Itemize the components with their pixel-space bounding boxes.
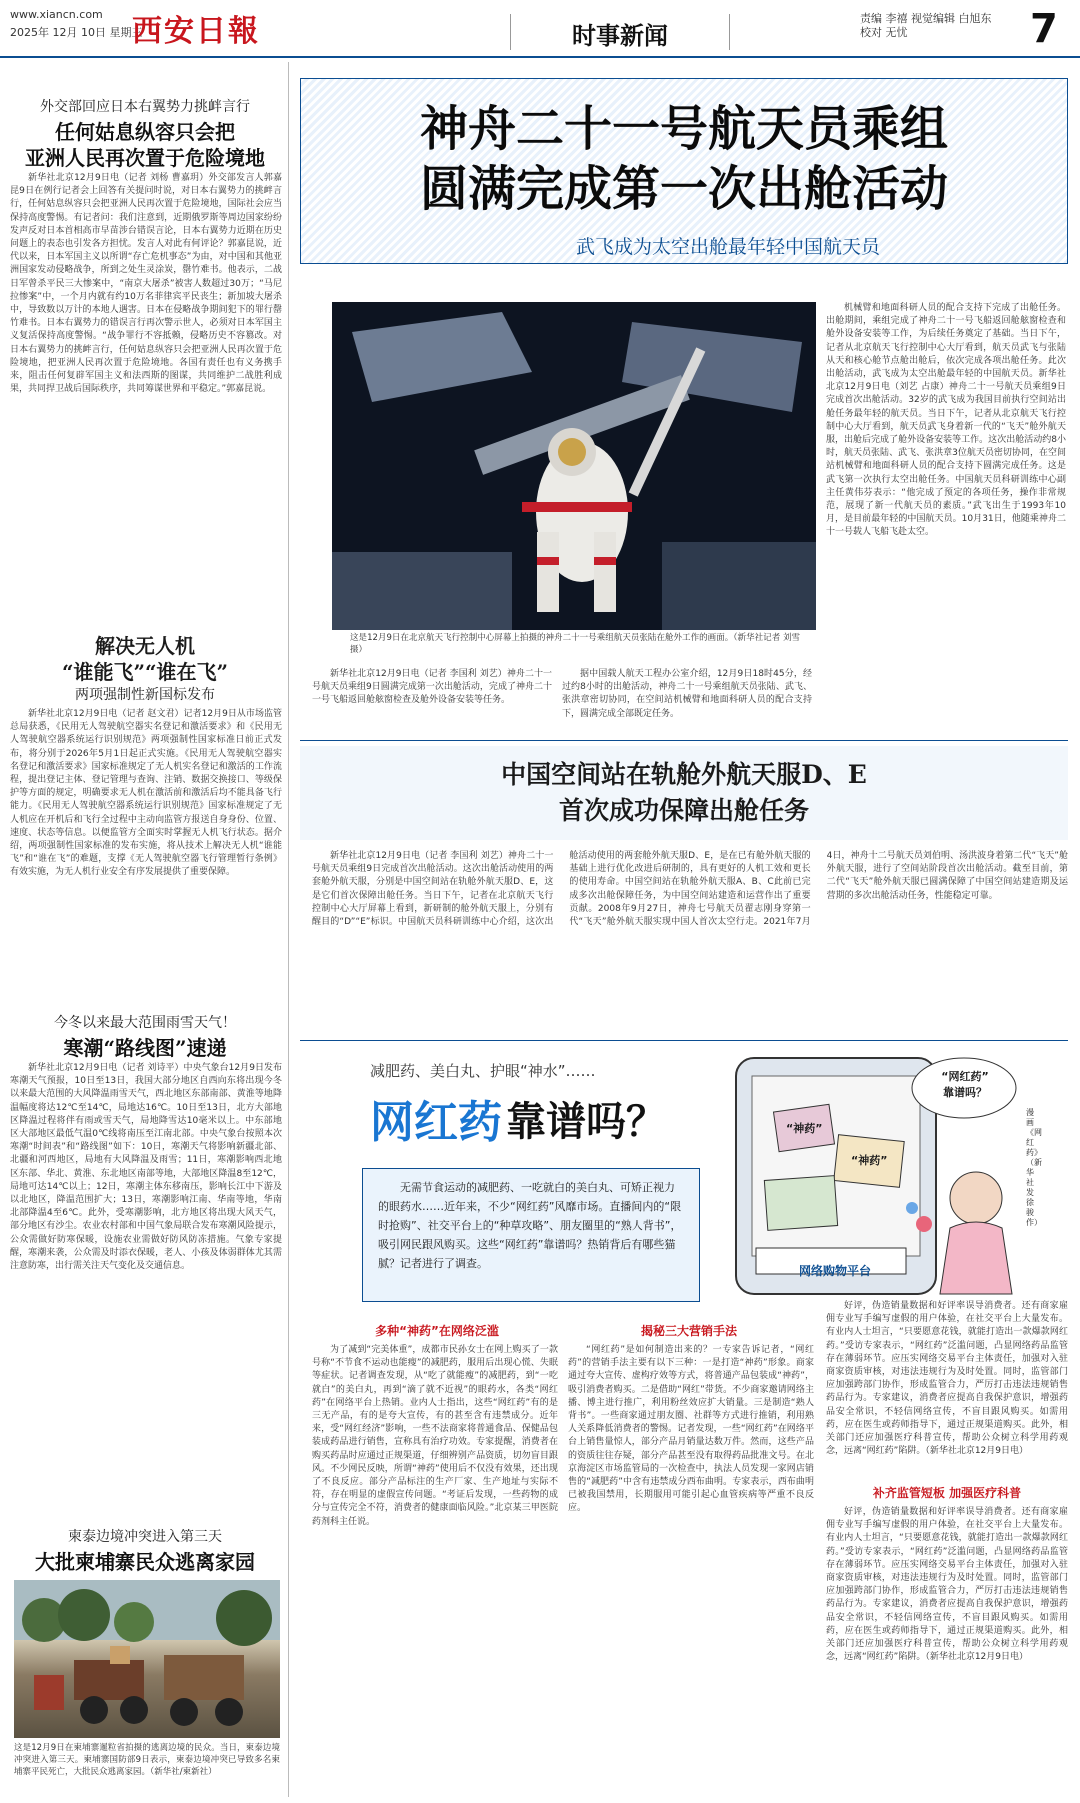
- refugee-caption: 这是12月9日在柬埔寨暹粒省拍摄的逃离边境的民众。当日，柬泰边境冲突进入第三天。柬埔寨国防部9日表示，柬泰边境冲突已导致多名柬埔寨平民死亡，大批民众逃离家园。（新华社/柬新社）: [14, 1743, 280, 1777]
- refugee-photo-art: [14, 1580, 280, 1738]
- page-header: [0, 0, 1080, 58]
- divider: [300, 740, 1068, 741]
- drug-heading-2: 揭秘三大营销手法: [640, 1324, 737, 1338]
- drug-title-2: 靠谱吗？: [506, 1098, 666, 1145]
- lead-body-2: 据中国载人航天工程办公室介绍，12月9日18时45分，经过约8小时的出舱活动，神舟二十一号乘组航天员张陆、武飞、张洪章密切协同，在空间站机械臂和地面科研人员的配合支持下，圆满完成全部既定任务。: [562, 669, 812, 719]
- lead-body-1: 新华社北京12月9日电（记者 李国利 刘艺）神舟二十一号航天员乘组9日圆满完成第一次出舱活动，完成了神舟二十一号飞船返回舱舷窗检查及舱外设备安装等任务。: [312, 669, 552, 706]
- page-number: 7: [1030, 6, 1058, 52]
- drug-box-label-2: “神药”: [851, 1154, 888, 1167]
- spacesuit-body: 新华社北京12月9日电（记者 李国利 刘艺）神舟二十一号航天员乘组9日完成首次出舱活动。这次出舱活动使用的两套舱外航天服，分别是中国空间站在轨舱外航天服D、E，这是它们首次保障出舱任务。当日下午，记者在北京航天飞行控制中心大厅屏幕上看到，新研制的舱外航天服上，分别有醒目的“D”“E”标识。中国航天员科研训练中心介绍，这次出舱活动使用的两套舱外航天服D、E，是在已有舱外航天服的基础上进行优化改进后研制的，具有更好的人机工效和更长的使用寿命。中国空间站在轨舱外航天服A、B、C此前已完成多次出舱保障任务，为中国空间站建造和运营作出了重要贡献。2008年9月27日，神舟七号航天员翟志刚身穿第一代“飞天”舱外航天服实现中国人首次太空行走。2021年7月4日，神舟十二号航天员刘伯明、汤洪波身着第二代“飞天”舱外航天服，进行了空间站阶段首次出舱活动。截至目前，第二代“飞天”舱外航天服已圆满保障了中国空间站建造期及运营期的多次出舱活动任务，性能稳定可靠。: [312, 851, 1068, 928]
- left4-kicker: 柬泰边境冲突进入第三天: [68, 1529, 222, 1545]
- proof-line: 校对 无忧: [860, 26, 908, 39]
- drug-heading-1: 多种“神药”在网络泛滥: [375, 1324, 499, 1338]
- spacesuit-title-1: 中国空间站在轨舱外航天服D、E: [501, 760, 867, 789]
- drug-bubble-2: 靠谱吗？: [943, 1086, 987, 1099]
- illustration-caption: 漫画《网红药》（新华社发 徐骏 作）: [1026, 1108, 1042, 1227]
- left1-body: 新华社北京12月9日电（记者 刘杨 曹嘉玥）外交部发言人郭嘉昆9日在例行记者会上回答有关提问时说，对日本右翼势力的挑衅言行，任何姑息纵容只会把亚洲人民再次置于危险境地，国际社会应当保持高度警惕。有记者问：我们注意到，近期俄罗斯等周边国家纷纷发声反对日本首相高市早苗涉台错误言论，日本右翼势力近期在历史问题上的表态也引发各方担忧。发言人对此有何评论？郭嘉昆说，近代以来，日本军国主义以所谓“存亡危机事态”为由，对中国和其他亚洲国家发动侵略战争，所到之处生灵涂炭，罄竹难书。他表示，二战日军曾杀平民三大惨案中，“南京大屠杀”被害人数超过30万；“马尼拉惨案”中，一个月内就有约10万名菲律宾平民丧生；新加坡大屠杀中，导致数以万计的本地人遇害。日本在侵略战争期间犯下的罪行罄竹难书。日本右翼势力的错误言行再次警示世人，必须对日本军国主义复活保持高度警惕。“战争罪行不容抵赖，侵略历史不容篡改。对日本右翼势力的挑衅言行，任何姑息纵容只会把亚洲人民再次置于危险境地，把亚洲人民再次置于危险境地。各国有责任也有义务携手来，阻击任何复辟军国主义和法西斯的图谋，共同维护二战胜利成果，共同捍卫战后国际秩序，共同筹谋世界和平稳定。”郭嘉昆说。: [10, 173, 282, 395]
- section-title: 时事新闻: [510, 14, 730, 50]
- spacewalk-caption: 这是12月9日在北京航天飞行控制中心屏幕上拍摄的神舟二十一号乘组航天员张陆在舱外工作的画面。（新华社记者 刘雪摄）: [350, 633, 800, 655]
- drug-heading-3: 补齐监管短板 加强医疗科普: [872, 1486, 1022, 1500]
- drug-box-label-1: “神药”: [786, 1122, 823, 1135]
- spacewalk-photo: [332, 302, 816, 630]
- left1-kicker: 外交部回应日本右翼势力挑衅言行: [40, 99, 250, 115]
- refugee-photo: [14, 1580, 280, 1738]
- drug-illustration: [716, 1048, 1046, 1298]
- editor-line: 责编 李禧 视觉编辑 白旭东: [860, 12, 992, 25]
- drug-col-3b: 好评，伪造销量数据和好评率误导消费者。还有商家雇佣专业写手编写虚假的用户体验，在社交平台上大量发布。有业内人士坦言，“只要愿意花钱，就能打造出一款爆款网红药。”受访专家表示，“网红药”泛滥问题，凸显网络药品监管存在薄弱环节。应压实网络交易平台主体责任，加强对入驻商家资质审核，对违法违规行为及时处置。同时，监管部门应加强跨部门协作，形成监管合力，严厉打击违法违规销售药品行为。专家建议，消费者应提高自我保护意识，增强药品安全常识，不轻信网络宣传，不盲目跟风购买。如需用药，应在医生或药师指导下，通过正规渠道购买。此外，相关部门还应加强医疗科普宣传，帮助公众树立科学用药观念，远离“网红药”陷阱。（新华社北京12月9日电）: [826, 1507, 1068, 1663]
- drug-title-1: 网红药: [370, 1097, 502, 1148]
- spacewalk-photo-art: [332, 302, 816, 630]
- divider: [300, 1040, 1068, 1041]
- lead-title-1: 神舟二十一号航天员乘组: [419, 101, 948, 157]
- lead-body-3: 机械臂和地面科研人员的配合支持下完成了出舱任务。出舱期间，乘组完成了神舟二十一号飞船返回舱舷窗检查和舱外设备安装等工作，为后续任务奠定了基础。当日下午，记者从北京航天飞行控制中心大厅看到，航天员武飞与张陆从天和核心舱节点舱出舱后，依次完成各项出舱任务。此次出舱活动，武飞成为太空出舱最年轻的中国航天员。新华社北京12月9日电（刘艺 占康）神舟二十一号航天员乘组9日完成首次出舱活动。32岁的武飞成为我国目前执行空间站出舱任务最年轻的航天员。当日下午，记者从北京航天飞行控制中心大厅看到，航天员武飞身着新一代的“飞天”舱外航天服，出舱后完成了舱外设备安装等工作。这次出舱活动约8小时，航天员张陆、武飞、张洪章3位航天员密切协同，在空间站机械臂和地面科研人员的配合支持下圆满完成任务。这是武飞第一次执行太空出舱任务。中国航天员科研训练中心副主任黄伟芬表示：“他完成了预定的各项任务，操作非常规范，展现了新一代航天员的素质。”武飞出生于1993年10月，是目前最年轻的中国航天员。10月31日，他随乘神舟二十一号载人飞船飞赴太空。: [826, 303, 1066, 538]
- left1-title-1: 任何姑息纵容只会把: [55, 120, 235, 144]
- issue-date: 2025年 12月 10日 星期三: [10, 26, 143, 39]
- spacesuit-title-2: 首次成功保障出舱任务: [558, 796, 809, 825]
- platform-label: 网络购物平台: [798, 1264, 871, 1278]
- lead-title-2: 圆满完成第一次出舱活动: [419, 161, 948, 217]
- lead-subtitle: 武飞成为太空出舱最年轻中国航天员: [575, 236, 880, 258]
- left3-title: 寒潮“路线图”速递: [63, 1036, 227, 1060]
- newspaper-logo: 西安日報: [132, 14, 260, 49]
- drug-col-1: 为了减到“完美体重”，成都市民孙女士在网上购买了一款号称“不节食不运动也能瘦”的减肥药，服用后出现心慌、失眠等症状。记者调查发现，从“吃了就能瘦”的减肥药，到“一吃就白”的美白丸，再到“滴了就不近视”的眼药水，各类“网红药”在网络平台上热销。业内人士指出，这些“网红药”有的是三无产品，有的是夸大宣传，有的甚至含有违禁成分。近年来，受“网红经济”影响，一些不法商家将普通食品、保健品包装成药品进行销售，宣称具有治疗功效。专家提醒，消费者在购买药品时应通过正规渠道，仔细辨别产品资质，切勿盲目跟风。不少网民反映，所谓“神药”使用后不仅没有效果，还出现了不良反应。部分产品标注的生产厂家、生产地址与实际不符，存在明显的虚假宣传问题。“考证后发现，一些药物的成分与宣传完全不符，消费者的健康面临风险。”北京某三甲医院药剂科主任说。: [312, 1345, 558, 1527]
- left2-body: 新华社北京12月9日电（记者 赵文君）记者12月9日从市场监管总局获悉，《民用无人驾驶航空器实名登记和激活要求》和《民用无人驾驶航空器系统运行识别规范》两项强制性国家标准日前正式发布，将分别于2026年5月1日起正式实施。《民用无人驾驶航空器实名登记和激活要求》国家标准规定了无人机实名登记和激活的工作流程，提出登记主体、登记管理与查询、注销、数据交换接口、等级保护等方面的规定，明确要求无人机在激活前和激活后均不能具备飞行能力。《民用无人驾驶航空器系统运行识别规范》国家标准规定了无人机应在开机后和飞行全过程中主动向监管方报送自身身份、位置、速度、状态等信息。以便监管方全面实时掌握无人机飞行状态。据介绍，两项强制性国家标准的发布实施，将从技术上解决无人机“谁能飞”和“谁在飞”的难题，支撑《无人驾驶航空器飞行管理暂行条例》有效实施，为无人机行业安全有序发展提供了重要保障。: [10, 709, 282, 878]
- left1-title-2: 亚洲人民再次置于危险境地: [25, 146, 265, 170]
- left2-title-1: 解决无人机: [95, 634, 195, 658]
- drug-col-3a: 好评，伪造销量数据和好评率误导消费者。还有商家雇佣专业写手编写虚假的用户体验，在社交平台上大量发布。有业内人士坦言，“只要愿意花钱，就能打造出一款爆款网红药。”受访专家表示，“网红药”泛滥问题，凸显网络药品监管存在薄弱环节。应压实网络交易平台主体责任，加强对入驻商家资质审核，对违法违规行为及时处置。同时，监管部门应加强跨部门协作，形成监管合力，严厉打击违法违规销售药品行为。专家建议，消费者应提高自我保护意识，增强药品安全常识，不轻信网络宣传，不盲目跟风购买。如需用药，应在医生或药师指导下，通过正规渠道购买。此外，相关部门还应加强医疗科普宣传，帮助公众树立科学用药观念，远离“网红药”陷阱。（新华社北京12月9日电）: [826, 1301, 1068, 1457]
- drug-kicker: 减肥药、美白丸、护眼“神水”……: [370, 1062, 596, 1080]
- left3-body: 新华社北京12月9日电（记者 刘诗平）中央气象台12月9日发布寒潮天气预报，10日至13日，我国大部分地区自西向东将出现今冬以来最大范围的大风降温雨雪天气，西北地区东部南部、黄淮等地降温幅度将达12℃至14℃，局地达16℃。10日至13日，北方大部地区降温过程将伴有雨或雪天气，局地降雪达10毫米以上。中东部地区大部地区最低气温0℃线将南压至江南北部。中央气象台按照本次寒潮“时间表”和“路线图”如下：10日，寒潮天气将影响新疆北部、北疆和河西地区，局地有大风降温及雨雪；11日，寒潮影响西北地区东部、华北、黄淮、东北地区南部等地，大部地区降温8至12℃，局地可达14℃以上；12日，寒潮主体东移南压，影响长江中下游及以北地区，降温范围扩大；13日，寒潮影响江南、华南等地，华南北部降温4至6℃。此外，受寒潮影响，北方地区将出现大风天气，部分地区有沙尘。农业农村部和中国气象局联合发布寒潮风险提示，公众需做好防寒保暖，设施农业需做好防风防冻措施。气象专家提醒，寒潮来袭，公众需及时添衣保暖，老人、小孩及体弱群体尤其需注意防寒，出行需关注天气变化及交通信息。: [10, 1063, 282, 1272]
- left4-title: 大批柬埔寨民众逃离家园: [35, 1550, 255, 1574]
- left2-title-2: “谁能飞”“谁在飞”: [61, 660, 228, 684]
- left2-title-3: 两项强制性新国标发布: [75, 687, 215, 703]
- column-rule: [288, 62, 289, 1797]
- drug-col-2: “网红药”是如何制造出来的？一专家告诉记者，“网红药”的营销手法主要有以下三种：一是打造“神药”形象。商家通过夸大宣传、虚构疗效等方式，将普通产品包装成“神药”，吸引消费者购买。二是借助“网红”带货。不少商家邀请网络主播、博主进行推广，利用粉丝效应扩大销量。三是制造“熟人背书”。一些商家通过朋友圈、社群等方式进行推销，利用熟人关系降低消费者的警惕。记者发现，一些“网红药”在网络平台上销售量惊人，部分产品月销量达数万件。然而，这些产品的资质往往存疑，部分产品甚至没有取得药品批准文号。在北京海淀区市场监管局的一次检查中，执法人员发现一家网店销售的“减肥药”中含有违禁成分西布曲明。专家表示，西布曲明已被我国禁用，长期服用可能引起心血管疾病等严重不良反应。: [568, 1345, 814, 1514]
- left3-kicker: 今冬以来最大范围雨雪天气！: [54, 1015, 236, 1031]
- editors: [860, 12, 992, 40]
- drug-intro: 无需节食运动的减肥药、一吃就白的美白丸、可矫正视力的眼药水……近年来，不少“网红药”风靡市场。直播间内的“限时抢购”、社交平台上的“种草攻略”、朋友圈里的“熟人背书”，吸引网民跟风购买。这些“网红药”靠谱吗？热销背后有哪些猫腻？记者进行了调查。: [378, 1181, 682, 1270]
- site-url[interactable]: www.xiancn.com: [10, 8, 103, 21]
- drug-bubble-1: “网红药”: [941, 1070, 989, 1083]
